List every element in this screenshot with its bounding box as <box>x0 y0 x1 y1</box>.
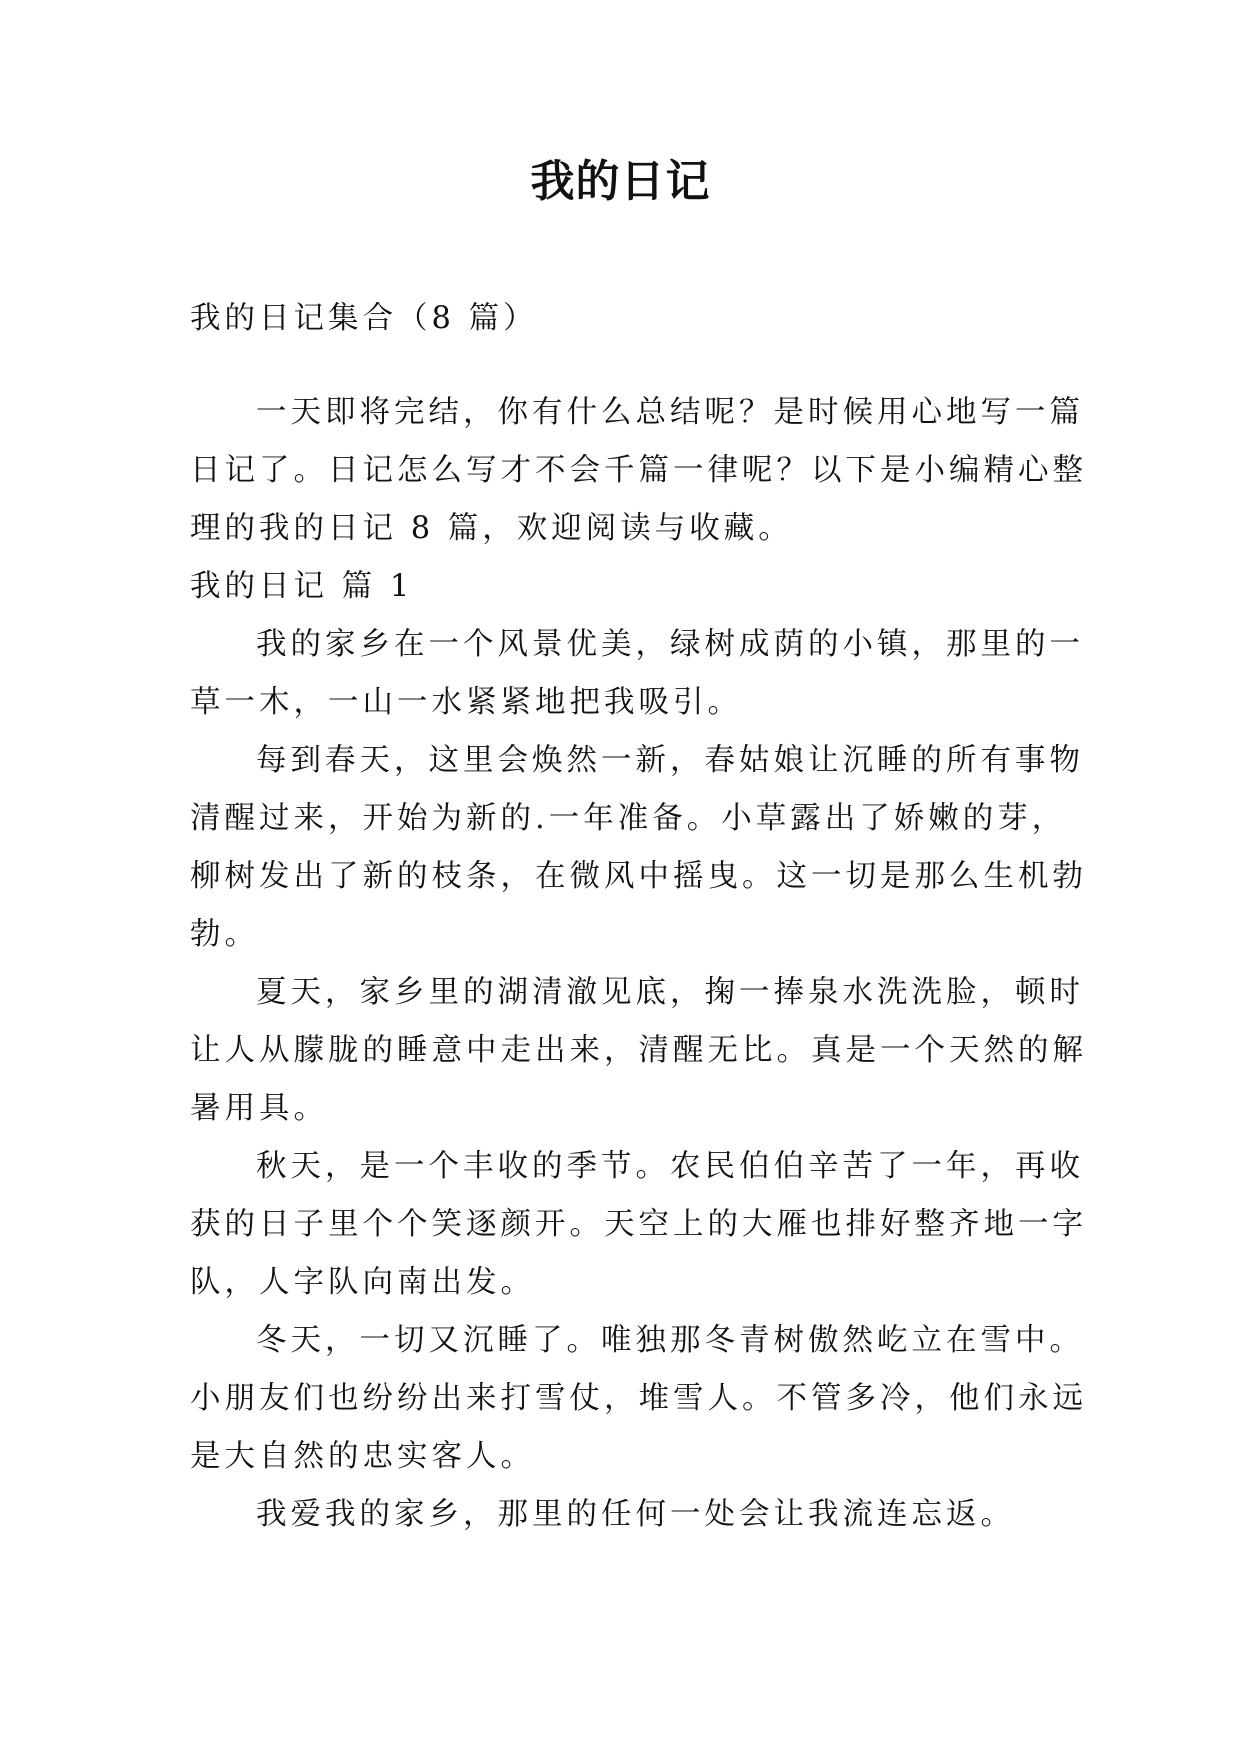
paragraph-line: 柳树发出了新的枝条，在微风中摇曳。这一切是那么生机勃 <box>190 859 1087 894</box>
paragraph-line: 队，人字队向南出发。 <box>190 1265 535 1300</box>
paragraph <box>190 964 1087 1138</box>
paragraph-line: 草一木，一山一水紧紧地把我吸引。 <box>190 685 742 720</box>
paragraph <box>190 1138 1087 1312</box>
section-heading: 我的日记 篇 1 <box>190 569 414 604</box>
intro-line: 理的我的日记 8 篇，欢迎阅读与收藏。 <box>190 511 793 546</box>
paragraph-line: 勃。 <box>190 917 259 952</box>
paragraph-line: 让人从朦胧的睡意中走出来，清醒无比。真是一个天然的解 <box>190 1033 1087 1068</box>
paragraph-line: 是大自然的忠实客人。 <box>190 1439 535 1474</box>
paragraph-line: 夏天，家乡里的湖清澈见底，掬一捧泉水洗洗脸，顿时 <box>256 975 1084 1010</box>
paragraph-line: 小朋友们也纷纷出来打雪仗，堆雪人。不管多冷，他们永远 <box>190 1381 1087 1416</box>
document-title: 我的日记 <box>530 156 711 207</box>
intro-line: 日记了。日记怎么写才不会千篇一律呢？以下是小编精心整 <box>190 453 1087 488</box>
document-body <box>190 290 1087 1544</box>
paragraph-line: 暑用具。 <box>190 1091 328 1126</box>
intro-line: 一天即将完结，你有什么总结呢？是时候用心地写一篇 <box>256 395 1084 430</box>
paragraph-line: 每到春天，这里会焕然一新，春姑娘让沉睡的所有事物 <box>256 743 1084 778</box>
spacer <box>190 348 1058 384</box>
paragraph-line: 秋天，是一个丰收的季节。农民伯伯辛苦了一年，再收 <box>256 1149 1084 1184</box>
paragraph <box>190 616 1084 732</box>
paragraph-line: 我的家乡在一个风景优美，绿树成荫的小镇，那里的一 <box>256 627 1084 662</box>
paragraph-line: 清醒过来，开始为新的.一年准备。小草露出了娇嫩的芽， <box>190 801 1067 836</box>
collection-subtitle: 我的日记集合（8 篇） <box>190 301 538 336</box>
paragraph-line: 获的日子里个个笑逐颜开。天空上的大雁也排好整齐地一字 <box>190 1207 1087 1242</box>
paragraph-line: 冬天，一切又沉睡了。唯独那冬青树傲然屹立在雪中。 <box>256 1323 1084 1358</box>
paragraph <box>190 1486 1058 1544</box>
paragraph-line: 我爱我的家乡，那里的任何一处会让我流连忘返。 <box>256 1497 1015 1532</box>
paragraph <box>190 732 1087 964</box>
paragraph <box>190 1312 1087 1486</box>
